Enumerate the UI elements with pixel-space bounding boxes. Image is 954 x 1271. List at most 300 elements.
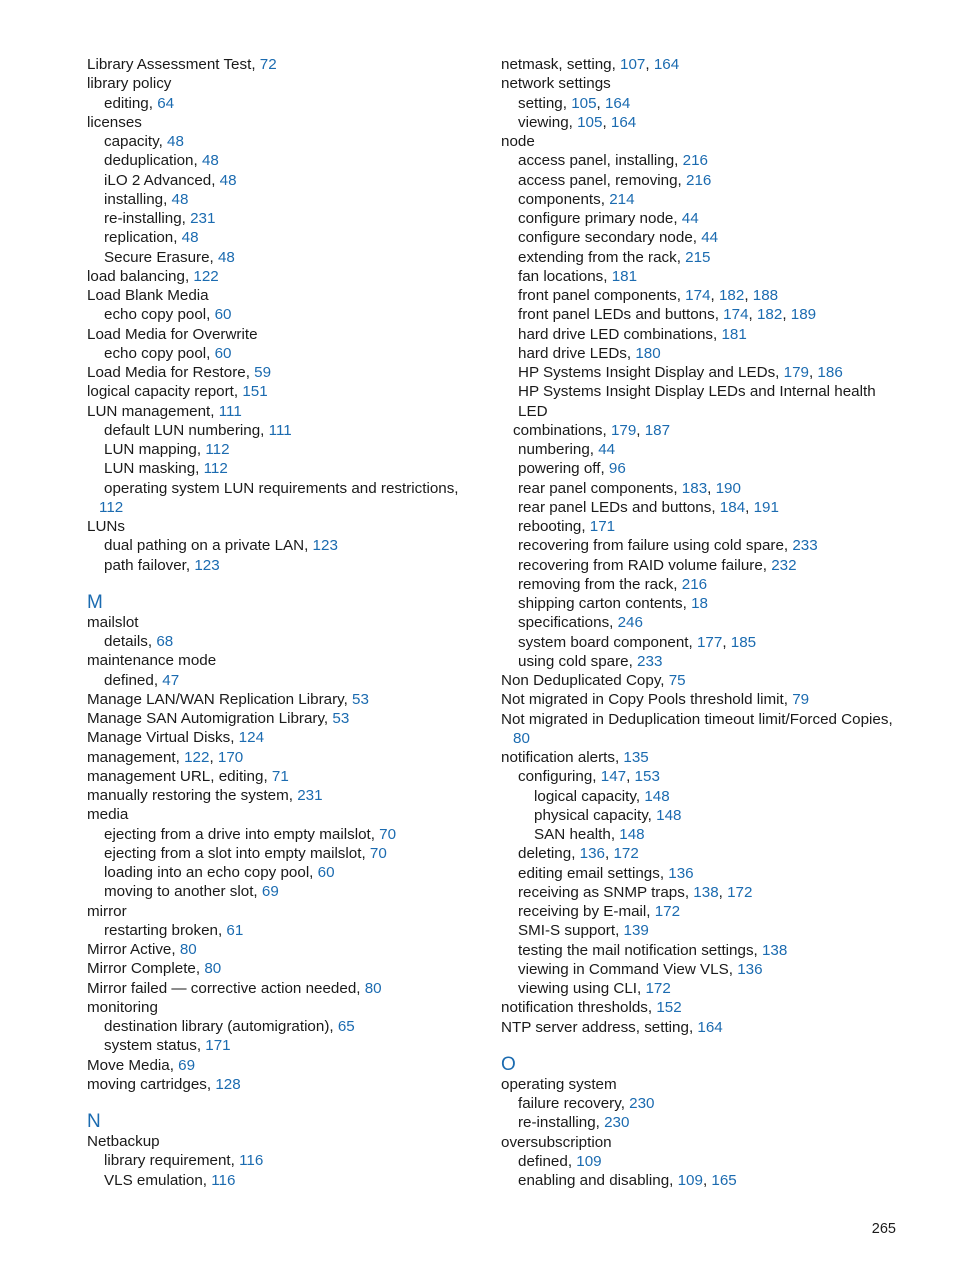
page-link[interactable]: 188 xyxy=(752,287,779,304)
page-link[interactable]: 48 xyxy=(219,171,237,189)
page-link[interactable]: 105 xyxy=(571,94,597,112)
page-link[interactable]: 165 xyxy=(711,1172,737,1189)
page-separator: , xyxy=(645,56,654,73)
index-entry xyxy=(501,1075,901,1094)
index-term: moving to another slot, xyxy=(104,883,262,901)
index-entry xyxy=(87,767,472,786)
index-term: Mirror failed — corrective action needed, xyxy=(87,979,365,997)
page-link[interactable]: 122 xyxy=(184,748,210,766)
index-entry xyxy=(501,286,901,305)
index-term: management URL, editing, xyxy=(87,767,272,785)
page-link[interactable]: 230 xyxy=(629,1095,655,1112)
page-link[interactable]: 109 xyxy=(677,1172,703,1189)
index-entry-continuation xyxy=(501,729,901,748)
page-link[interactable]: 172 xyxy=(654,903,681,920)
index-entry xyxy=(501,998,901,1017)
index-entry xyxy=(87,786,472,805)
page-link[interactable]: 182 xyxy=(756,306,783,324)
page-link[interactable]: 136 xyxy=(737,960,763,978)
index-term: HP Systems Insight Display LEDs and Internal health LED xyxy=(518,383,876,420)
page-link[interactable]: 147 xyxy=(600,768,627,786)
index-term: Netbackup xyxy=(87,1133,160,1150)
index-entry xyxy=(501,1133,901,1152)
index-term: ejecting from a drive into empty mailslot, xyxy=(104,825,380,843)
index-entry xyxy=(501,325,901,344)
index-entry xyxy=(501,363,901,382)
index-entry xyxy=(501,921,901,940)
index-entry xyxy=(87,1017,472,1036)
page-link[interactable]: 80 xyxy=(513,729,530,747)
page-link[interactable]: 44 xyxy=(701,229,719,247)
index-term: receiving by E-mail, xyxy=(518,903,655,920)
index-entry xyxy=(501,883,901,902)
index-entry xyxy=(501,459,901,478)
index-term: echo copy pool, xyxy=(104,344,215,362)
index-entry xyxy=(501,575,901,594)
index-term: removing from the rack, xyxy=(518,575,682,593)
index-term: components, xyxy=(518,190,610,208)
page-link[interactable]: 190 xyxy=(715,479,741,497)
index-entry xyxy=(87,344,472,363)
index-term: moving cartridges, xyxy=(87,1075,216,1093)
page-link[interactable]: 124 xyxy=(238,729,265,747)
page-link[interactable]: 139 xyxy=(623,922,649,940)
index-entry xyxy=(501,633,901,652)
page-link[interactable]: 148 xyxy=(644,787,670,805)
page-link[interactable]: 215 xyxy=(685,248,711,266)
section-letter-o: O xyxy=(501,1053,516,1075)
page-link[interactable]: 231 xyxy=(297,787,323,804)
index-entry xyxy=(501,1152,901,1171)
index-entry xyxy=(87,1151,472,1170)
section-letter-m: M xyxy=(87,591,103,613)
index-entry xyxy=(87,1132,472,1151)
index-entry xyxy=(501,248,901,267)
index-entry xyxy=(87,998,472,1017)
index-term: monitoring xyxy=(87,998,158,1016)
page-link[interactable]: 231 xyxy=(190,210,216,227)
page-link[interactable]: 105 xyxy=(577,113,603,131)
index-entry-continuation xyxy=(87,498,472,517)
page-link[interactable]: 184 xyxy=(719,498,746,516)
index-term: management, xyxy=(87,748,185,766)
page-number: 265 xyxy=(871,1221,896,1237)
index-term: Manage Virtual Disks, xyxy=(87,729,239,747)
index-entry xyxy=(87,74,472,93)
page-link[interactable]: 216 xyxy=(681,575,708,593)
page-link[interactable]: 48 xyxy=(167,133,184,150)
page-link[interactable]: 69 xyxy=(178,1056,196,1074)
index-entry xyxy=(87,402,472,421)
index-entry xyxy=(501,960,901,979)
page-link[interactable]: 112 xyxy=(203,460,228,478)
page-link[interactable]: 116 xyxy=(211,1171,236,1189)
page-separator: , xyxy=(636,421,645,439)
index-term: rebooting, xyxy=(518,518,590,535)
index-term: LUN masking, xyxy=(104,460,204,478)
index-term: details, xyxy=(104,633,157,650)
index-term: default LUN numbering, xyxy=(104,421,269,439)
page-link[interactable]: 172 xyxy=(613,845,639,863)
index-term: netmask, setting, xyxy=(501,56,621,73)
index-entry xyxy=(501,267,901,286)
index-entry xyxy=(87,248,472,267)
index-term: Non Deduplicated Copy, xyxy=(501,672,669,689)
page-link[interactable]: 71 xyxy=(271,767,289,785)
index-entry xyxy=(501,748,901,767)
page-link[interactable]: 72 xyxy=(259,56,277,73)
index-term: notification thresholds, xyxy=(501,999,657,1017)
index-entry xyxy=(501,652,901,671)
index-entry xyxy=(501,171,901,190)
index-entry xyxy=(501,305,901,324)
index-entry xyxy=(87,267,472,286)
page-link[interactable]: 60 xyxy=(317,864,335,881)
page-link[interactable]: 246 xyxy=(617,614,643,632)
index-entry xyxy=(87,940,472,959)
index-term: failure recovery, xyxy=(518,1095,630,1112)
index-term: using cold spare, xyxy=(518,652,638,670)
index-entry xyxy=(87,421,472,440)
index-entry xyxy=(87,690,472,709)
index-term: Not migrated in Copy Pools threshold limit, xyxy=(501,691,793,709)
index-term: viewing in Command View VLS, xyxy=(518,960,738,978)
page-link[interactable]: 191 xyxy=(753,498,779,516)
index-entry xyxy=(87,1075,472,1094)
index-entry xyxy=(87,632,472,651)
index-term: receiving as SNMP traps, xyxy=(518,883,694,901)
index-term: viewing using CLI, xyxy=(518,980,646,997)
index-term: editing email settings, xyxy=(518,864,669,882)
page-link[interactable]: 138 xyxy=(693,883,719,901)
index-term: shipping carton contents, xyxy=(518,595,692,612)
index-term: Load Media for Restore, xyxy=(87,364,255,381)
index-entry xyxy=(501,556,901,575)
index-term: editing, xyxy=(104,94,158,112)
index-term: restarting broken, xyxy=(104,921,227,939)
index-entry xyxy=(501,767,901,786)
index-entry xyxy=(87,805,472,824)
page-separator: , xyxy=(604,845,614,863)
page-link[interactable]: 164 xyxy=(604,94,631,112)
page-link[interactable]: 174 xyxy=(685,287,711,304)
page-link[interactable]: 80 xyxy=(364,979,382,997)
page-link[interactable]: 48 xyxy=(201,152,219,170)
page-separator: , xyxy=(808,364,818,381)
page-link[interactable]: 123 xyxy=(194,556,220,574)
page-link[interactable]: 164 xyxy=(653,56,680,73)
index-term: setting, xyxy=(518,94,572,112)
index-term: dual pathing on a private LAN, xyxy=(104,537,313,555)
index-term: oversubscription xyxy=(501,1133,612,1151)
page-link[interactable]: 116 xyxy=(239,1152,264,1170)
page-link[interactable]: 69 xyxy=(261,883,279,901)
index-term: Secure Erasure, xyxy=(104,248,218,266)
page-separator: , xyxy=(710,287,719,304)
page-link[interactable]: 111 xyxy=(268,421,292,439)
page-link[interactable]: 181 xyxy=(611,267,638,285)
index-entry xyxy=(87,844,472,863)
index-term: library policy xyxy=(87,75,172,93)
page-link[interactable]: 68 xyxy=(156,633,174,650)
index-entry xyxy=(501,209,901,228)
index-term: operating system LUN requirements and restrictions, xyxy=(104,479,459,497)
page-separator: , xyxy=(702,1172,712,1189)
index-term: SMI-S support, xyxy=(518,922,624,940)
page-link[interactable]: 59 xyxy=(254,364,272,381)
page-link[interactable]: 80 xyxy=(204,960,222,978)
index-entry xyxy=(87,113,472,132)
page-separator: , xyxy=(602,113,611,131)
index-entry xyxy=(501,94,901,113)
index-term: front panel LEDs and buttons, xyxy=(518,306,724,324)
index-term: extending from the rack, xyxy=(518,248,686,266)
index-term: media xyxy=(87,806,129,824)
page-link[interactable]: 148 xyxy=(619,826,645,843)
page-link[interactable]: 174 xyxy=(723,306,749,324)
page-link[interactable]: 214 xyxy=(609,190,635,208)
page-link[interactable]: 53 xyxy=(332,710,350,727)
page-link[interactable]: 44 xyxy=(681,210,699,227)
index-entry xyxy=(501,382,901,421)
page-link[interactable]: 44 xyxy=(598,441,616,458)
index-entry xyxy=(87,363,472,382)
page-link[interactable]: 107 xyxy=(620,56,646,73)
page-link[interactable]: 185 xyxy=(730,633,757,651)
page-link[interactable]: 48 xyxy=(217,248,235,266)
index-term: logical capacity, xyxy=(534,787,645,805)
page-link[interactable]: 53 xyxy=(352,690,369,708)
index-term: Mirror Complete, xyxy=(87,960,205,978)
index-entry xyxy=(87,748,472,767)
index-term: access panel, removing, xyxy=(518,171,686,189)
page-separator: , xyxy=(209,748,218,766)
page-link[interactable]: 136 xyxy=(579,845,605,863)
page-link[interactable]: 170 xyxy=(217,748,244,766)
index-term: rear panel LEDs and buttons, xyxy=(518,498,720,516)
index-entry-continuation xyxy=(501,421,901,440)
index-term: Manage LAN/WAN Replication Library, xyxy=(87,690,353,708)
index-term: specifications, xyxy=(518,614,618,632)
page-link[interactable]: 186 xyxy=(817,364,843,381)
index-term: re-installing, xyxy=(518,1114,605,1132)
page-link[interactable]: 164 xyxy=(697,1018,723,1036)
index-term: access panel, installing, xyxy=(518,152,683,170)
page-link[interactable]: 70 xyxy=(369,844,387,862)
page-link[interactable]: 138 xyxy=(761,941,788,959)
index-term: network settings xyxy=(501,75,611,93)
index-term: Library Assessment Test, xyxy=(87,56,260,73)
index-entry xyxy=(501,806,901,825)
page-link[interactable]: 70 xyxy=(379,825,397,843)
page-separator: , xyxy=(744,287,753,304)
index-entry xyxy=(501,613,901,632)
page-link[interactable]: 60 xyxy=(214,306,232,324)
index-term: path failover, xyxy=(104,556,195,574)
index-entry xyxy=(87,728,472,747)
index-entry xyxy=(87,709,472,728)
index-entry xyxy=(501,825,901,844)
page-link[interactable]: 48 xyxy=(181,229,199,247)
page-link[interactable]: 216 xyxy=(682,152,708,170)
page-link[interactable]: 233 xyxy=(637,652,663,670)
index-term: replication, xyxy=(104,229,182,247)
page-link[interactable]: 148 xyxy=(656,806,682,824)
page-link[interactable]: 232 xyxy=(771,556,797,574)
page-link[interactable]: 181 xyxy=(721,325,747,343)
index-term: library requirement, xyxy=(104,1152,240,1170)
index-entry xyxy=(87,190,472,209)
index-term: combinations, xyxy=(513,421,611,439)
index-term: mailslot xyxy=(87,613,139,631)
index-entry xyxy=(501,498,901,517)
page-link[interactable]: 136 xyxy=(668,864,694,882)
index-term: hard drive LEDs, xyxy=(518,344,636,362)
page-separator: , xyxy=(596,94,605,112)
index-entry xyxy=(501,902,901,921)
index-term: HP Systems Insight Display and LEDs, xyxy=(518,364,784,381)
page-link[interactable]: 96 xyxy=(608,460,626,478)
page-link[interactable]: 171 xyxy=(589,518,616,535)
page-link[interactable]: 179 xyxy=(783,364,809,381)
index-term: licenses xyxy=(87,113,142,131)
index-column-right xyxy=(501,55,901,1190)
page-link[interactable]: 123 xyxy=(312,537,338,555)
page-link[interactable]: 183 xyxy=(681,479,708,497)
page-link[interactable]: 128 xyxy=(215,1075,241,1093)
index-entry xyxy=(87,556,472,575)
index-entry xyxy=(501,864,901,883)
index-entry xyxy=(501,344,901,363)
page-link[interactable]: 152 xyxy=(656,999,682,1017)
page-link[interactable]: 112 xyxy=(99,498,124,516)
index-term: testing the mail notification settings, xyxy=(518,941,762,959)
index-term: LUN mapping, xyxy=(104,441,206,458)
index-entry xyxy=(87,459,472,478)
page-separator: , xyxy=(626,768,635,786)
index-entry xyxy=(87,882,472,901)
page-link[interactable]: 187 xyxy=(644,421,671,439)
index-entry xyxy=(87,440,472,459)
index-term: logical capacity report, xyxy=(87,383,243,401)
page-link[interactable]: 233 xyxy=(792,537,818,555)
index-entry xyxy=(87,1036,472,1055)
index-term: system board component, xyxy=(518,633,697,651)
index-term: destination library (automigration), xyxy=(104,1018,338,1035)
index-term: defined, xyxy=(104,671,163,689)
page-link[interactable]: 61 xyxy=(226,921,244,939)
index-entry xyxy=(501,190,901,209)
page-link[interactable]: 164 xyxy=(610,113,637,131)
page-link[interactable]: 180 xyxy=(635,344,661,362)
page-link[interactable]: 64 xyxy=(157,94,175,112)
page-link[interactable]: 47 xyxy=(162,671,180,689)
page-link[interactable]: 230 xyxy=(604,1114,630,1132)
page-separator: , xyxy=(748,306,757,324)
index-term: installing, xyxy=(104,190,172,208)
page-separator: , xyxy=(722,633,731,651)
index-entry xyxy=(501,1171,901,1190)
page-link[interactable]: 122 xyxy=(193,267,219,285)
index-term: defined, xyxy=(518,1152,577,1170)
index-entry xyxy=(501,787,901,806)
index-term: viewing, xyxy=(518,113,578,131)
index-term: SAN health, xyxy=(534,826,620,843)
index-term: numbering, xyxy=(518,441,599,458)
index-entry xyxy=(87,1056,472,1075)
index-term: VLS emulation, xyxy=(104,1171,212,1189)
index-entry xyxy=(87,132,472,151)
page-link[interactable]: 216 xyxy=(686,171,712,189)
index-entry xyxy=(501,536,901,555)
index-term: enabling and disabling, xyxy=(518,1172,678,1189)
index-term: loading into an echo copy pool, xyxy=(104,864,318,881)
index-entry xyxy=(501,1113,901,1132)
page-link[interactable]: 177 xyxy=(696,633,723,651)
page-link[interactable]: 135 xyxy=(623,749,649,766)
page-link[interactable]: 179 xyxy=(610,421,637,439)
page-separator: , xyxy=(718,883,728,901)
index-term: configuring, xyxy=(518,768,601,786)
index-term: fan locations, xyxy=(518,267,612,285)
page-link[interactable]: 48 xyxy=(171,190,189,208)
index-entry xyxy=(501,594,901,613)
page-link[interactable]: 112 xyxy=(205,441,230,458)
page-link[interactable]: 80 xyxy=(179,941,197,958)
index-term: recovering from RAID volume failure, xyxy=(518,556,772,574)
index-term: hard drive LED combinations, xyxy=(518,325,722,343)
page-link[interactable]: 65 xyxy=(337,1018,355,1035)
page-link[interactable]: 111 xyxy=(218,402,242,420)
index-entry xyxy=(501,844,901,863)
index-entry xyxy=(87,479,472,498)
index-term: echo copy pool, xyxy=(104,306,215,324)
page-separator: , xyxy=(745,498,754,516)
index-term: iLO 2 Advanced, xyxy=(104,171,220,189)
page-link[interactable]: 75 xyxy=(668,672,686,689)
index-term: Move Media, xyxy=(87,1056,179,1074)
index-term: deduplication, xyxy=(104,152,202,170)
page-link[interactable]: 171 xyxy=(205,1037,231,1055)
page-link[interactable]: 189 xyxy=(790,306,817,324)
index-entry xyxy=(87,382,472,401)
page-link[interactable]: 172 xyxy=(727,883,753,901)
index-entry xyxy=(501,1094,901,1113)
page-link[interactable]: 18 xyxy=(691,595,708,612)
page-link[interactable]: 182 xyxy=(718,287,745,304)
index-entry xyxy=(87,979,472,998)
index-term: manually restoring the system, xyxy=(87,787,298,804)
index-entry xyxy=(87,536,472,555)
index-term: powering off, xyxy=(518,460,609,478)
index-term: Not migrated in Deduplication timeout limit/Forced Copies, xyxy=(501,710,893,728)
page-link[interactable]: 60 xyxy=(214,344,232,362)
page-link[interactable]: 109 xyxy=(576,1152,602,1170)
page-link[interactable]: 151 xyxy=(242,383,268,401)
page-link[interactable]: 172 xyxy=(645,980,671,997)
index-term: deleting, xyxy=(518,845,580,863)
index-entry xyxy=(87,902,472,921)
index-entry xyxy=(87,55,472,74)
index-term: Manage SAN Automigration Library, xyxy=(87,710,333,727)
page-link[interactable]: 79 xyxy=(792,691,810,709)
page-separator: , xyxy=(707,479,716,497)
index-entry xyxy=(87,651,472,670)
index-term: recovering from failure using cold spare, xyxy=(518,537,793,555)
index-term: ejecting from a slot into empty mailslot, xyxy=(104,844,370,862)
page-link[interactable]: 153 xyxy=(634,768,660,786)
index-entry xyxy=(501,132,901,151)
